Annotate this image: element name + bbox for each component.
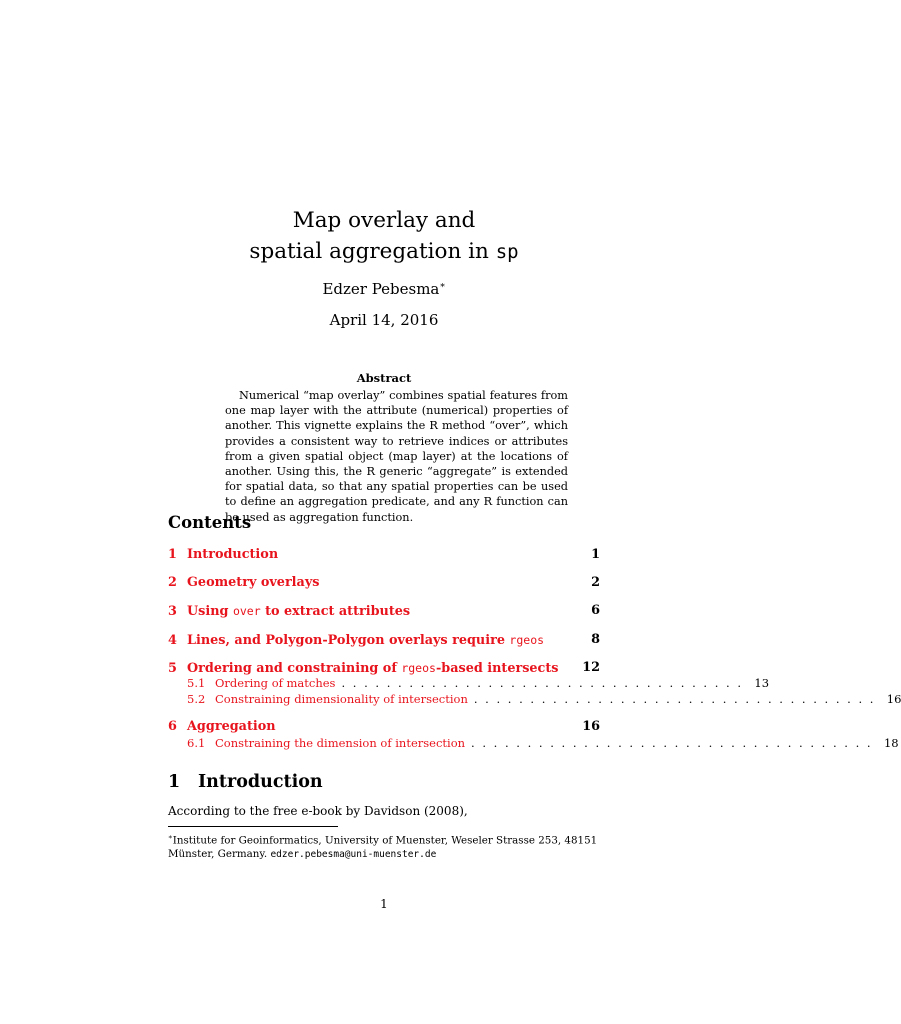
toc-section-title: Aggregation <box>187 719 276 734</box>
toc-subsection-number: 5.1 <box>187 676 206 690</box>
toc-subsection-page: 18 <box>883 736 899 750</box>
paper-title <box>0 205 768 268</box>
section-heading <box>168 772 323 792</box>
title-line-2-text: spatial aggregation in <box>249 239 496 264</box>
footnote-mark: ∗ <box>168 833 173 841</box>
toc-subsection-title: Constraining dimensionality of intersection <box>215 692 468 706</box>
title-line-2 <box>0 236 768 268</box>
toc-section-page: 6 <box>591 603 600 618</box>
footnote-rule <box>168 826 338 827</box>
author-name: Edzer Pebesma <box>322 280 440 298</box>
toc-section-title: Ordering and constraining of <box>187 661 402 676</box>
author-footnote-mark: ∗ <box>439 281 446 291</box>
toc-section-1[interactable] <box>168 547 600 563</box>
abstract-heading: Abstract <box>356 371 412 385</box>
toc-section-page: 16 <box>582 719 600 734</box>
toc-section-2[interactable] <box>168 575 600 591</box>
toc-section-number: 1 <box>168 547 177 562</box>
toc-subsection-6-1[interactable] <box>187 736 899 751</box>
toc-subsection-title: Constraining the dimension of intersection <box>215 736 466 750</box>
toc-section-4[interactable] <box>168 632 600 649</box>
dot-leader: . . . . . . . . . . . . . . . . . . . . . . . . . . . . . . . . . . . . <box>473 692 876 706</box>
dot-leader: . . . . . . . . . . . . . . . . . . . . . . . . . . . . . . . . . . . . <box>471 736 873 750</box>
page-number: 1 <box>380 897 388 911</box>
toc-subsection-5-2[interactable] <box>187 692 901 707</box>
toc-section-number: 2 <box>168 575 177 590</box>
toc-section-number: 4 <box>168 633 177 648</box>
toc-section-title-end: to extract attributes <box>260 604 411 619</box>
toc-section-title: Lines, and Polygon-Polygon overlays require <box>187 633 510 648</box>
author <box>0 280 768 298</box>
contents-heading: Contents <box>168 513 252 532</box>
footnote <box>168 830 600 862</box>
toc-section-title-end: -based intersects <box>435 661 559 676</box>
toc-section-5[interactable] <box>168 660 600 677</box>
footnote-text: Institute for Geoinformatics, University of Muenster, Weseler Strasse 253, 48151 Münster, Germany. <box>168 834 598 861</box>
toc-section-number: 5 <box>168 661 177 676</box>
toc-section-title: Introduction <box>187 547 279 562</box>
footnote-email[interactable]: edzer.pebesma@uni-muenster.de <box>270 849 437 861</box>
toc-section-page: 12 <box>582 660 600 675</box>
section-title: Introduction <box>198 772 323 792</box>
toc-section-page: 8 <box>591 632 600 647</box>
toc-section-code: over <box>232 604 261 618</box>
toc-subsection-number: 6.1 <box>187 736 206 750</box>
toc-subsection-number: 5.2 <box>187 692 206 706</box>
section-number: 1 <box>168 772 181 792</box>
dot-leader: . . . . . . . . . . . . . . . . . . . . . . . . . . . . . . . . . . . . <box>341 676 744 690</box>
toc-section-6[interactable] <box>168 719 600 735</box>
date: April 14, 2016 <box>329 311 439 329</box>
toc-section-title: Geometry overlays <box>187 575 320 590</box>
toc-subsection-page: 16 <box>886 692 901 706</box>
abstract-text: Numerical “map overlay” combines spatial features from one map layer with the attribute (numerical) properties of another. This vignette explains the R method “over”, which provides a consistent way to retrieve indices or attributes from a given spatial object (map layer) at the locations of another. Using this, the R generic “aggregate” is extended for spatial data, so that any spatial properties can be used to define an aggregation predicate, and any R function can be used as aggregation function. <box>225 389 568 524</box>
toc-section-number: 3 <box>168 604 177 619</box>
title-line-1: Map overlay and <box>292 208 476 233</box>
toc-section-code: rgeos <box>509 633 545 647</box>
toc-section-title: Using <box>187 604 233 619</box>
toc-section-page: 2 <box>591 575 600 590</box>
toc-section-code: rgeos <box>401 661 436 675</box>
toc-subsection-page: 13 <box>754 676 770 690</box>
toc-section-3[interactable] <box>168 603 600 620</box>
toc-subsection-5-1[interactable] <box>187 676 770 691</box>
title-code: sp <box>495 241 519 263</box>
toc-section-page: 1 <box>591 547 600 562</box>
toc-section-number: 6 <box>168 719 177 734</box>
toc-subsection-title: Ordering of matches <box>215 676 336 690</box>
body-paragraph: According to the free e-book by Davidson (2008), <box>168 804 468 818</box>
